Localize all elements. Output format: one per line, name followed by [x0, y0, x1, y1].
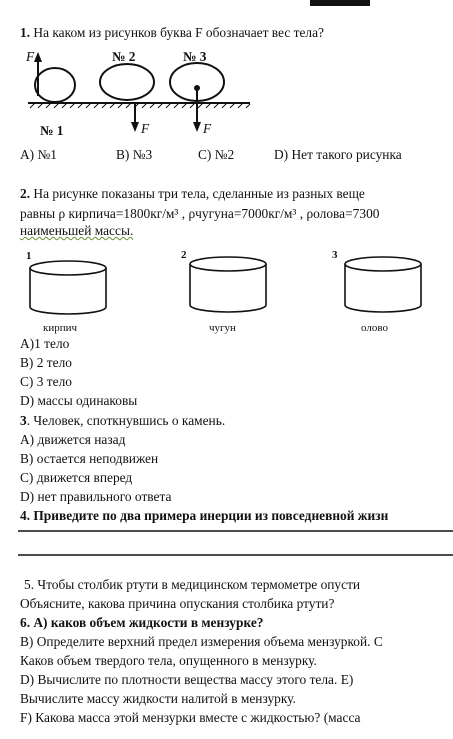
q6-line-b: В) Определите верхний предел измерения объема мензуркой. С	[20, 634, 383, 649]
q2-line2: равны ρ кирпича=1800кг/м³ , ρчугуна=7000кг/м³ , ρолова=7300	[20, 206, 380, 221]
fig-label-3: № 3	[183, 49, 207, 64]
material-brick: кирпич	[43, 322, 78, 334]
q2-option-a: А)1 тело	[20, 336, 70, 351]
q2-number: 2.	[20, 186, 31, 201]
q2-line1	[20, 186, 365, 202]
q3-option-d: D) нет правильного ответа	[20, 489, 172, 504]
q1-option-c: С) №2	[198, 147, 235, 162]
q2-text-1: На рисунке показаны три тела, сделанные из разных веще	[33, 186, 365, 201]
q4-question: 4. Приведите по два примера инерции из повседневной жизн	[20, 508, 389, 523]
q3-option-a: А) движется назад	[20, 432, 126, 447]
q1-text: На каком из рисунков буква F обозначает вес тела?	[33, 25, 324, 40]
material-tin: олово	[361, 322, 388, 334]
q1-option-b: В) №3	[116, 147, 153, 162]
fig-label-1: № 1	[40, 123, 64, 138]
cylinder-number-3: 3	[332, 249, 338, 261]
q3-number: 3	[20, 413, 27, 428]
force-label-3: F	[203, 121, 212, 136]
q1-option-a: А) №1	[20, 147, 57, 162]
q6-line-f: F) Какова масса этой мензурки вместе с жидкостью? (масса	[20, 710, 361, 725]
body-2	[100, 64, 154, 100]
q5-line2: Объясните, какова причина опускания столбика ртути?	[20, 596, 335, 611]
force-label-1: F	[26, 49, 35, 64]
q1-number: 1.	[20, 25, 31, 40]
material-cast-iron: чугун	[209, 322, 236, 334]
q3-question	[20, 413, 225, 429]
q6-line-e: Вычислите массу жидкости налитой в мензурку.	[20, 691, 296, 706]
q2-option-d: D) массы одинаковы	[20, 393, 138, 408]
q3-option-c: С) движется вперед	[20, 470, 133, 485]
cylinder-number-1: 1	[26, 250, 32, 262]
q6-line-b2: Каков объем твердого тела, опущенного в мензурку.	[20, 653, 317, 668]
q5-line1: 5. Чтобы столбик ртути в медицинском термометре опусти	[24, 577, 361, 592]
q2-option-b: В) 2 тело	[20, 355, 72, 370]
q1-option-d: D) Нет такого рисунка	[274, 147, 402, 162]
q3-text: . Человек, споткнувшись о камень.	[26, 413, 226, 428]
fig-label-2: № 2	[112, 49, 136, 64]
q3-option-b: В) остается неподвижен	[20, 451, 159, 466]
q6-title: 6. А) каков объем жидкости в мензурке?	[20, 615, 264, 630]
body-1	[35, 68, 75, 102]
cylinder-number-2: 2	[181, 249, 187, 261]
force-label-2: F	[141, 121, 150, 136]
q6-line-d: D) Вычислите по плотности вещества массу этого тела. Е)	[20, 672, 354, 687]
q2-option-c: С) 3 тело	[20, 374, 72, 389]
q2-line3: наименьшей массы.	[20, 223, 134, 238]
